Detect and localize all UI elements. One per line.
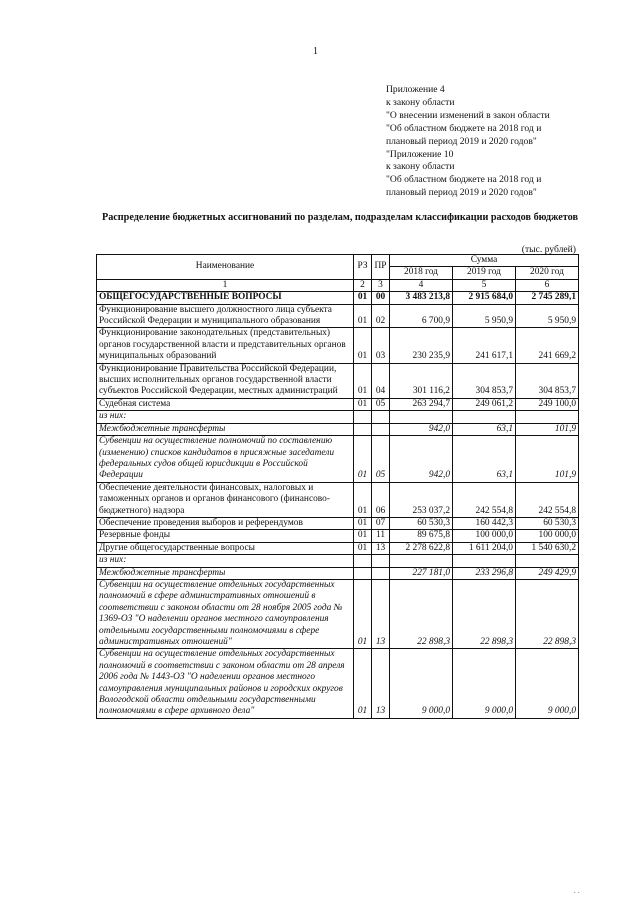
row-value-2019: 241 617,1 — [453, 328, 516, 363]
row-value-2019: 1 611 204,0 — [453, 542, 516, 554]
row-value-2020: 1 540 630,2 — [516, 542, 579, 554]
header-sum: Сумма — [390, 255, 579, 267]
header-name: Наименование — [97, 255, 354, 280]
row-rz: 01 — [354, 542, 372, 554]
appendix-line: к закону области — [386, 96, 455, 108]
row-name: Функционирование Правительства Российской Федерации, высших исполнительных органов государственной власти субъектов Российской Федерации, местных администраций — [97, 363, 354, 398]
column-index: 1 — [97, 279, 354, 291]
row-value-2020: 242 554,8 — [516, 482, 579, 517]
header-pr: ПР — [372, 255, 390, 280]
table-row — [97, 363, 579, 398]
row-value-2018: 942,0 — [390, 423, 453, 435]
row-value-2020: 100 000,0 — [516, 530, 579, 542]
row-name: Функционирование законодательных (представительных) органов государственной власти и представительных органов муниципальных образований — [97, 328, 354, 363]
appendix-line: плановый период 2019 и 2020 годов" — [386, 135, 537, 147]
document-title: Распределение бюджетных ассигнований по разделам, подразделам классификации расходов бюджетов — [101, 212, 579, 223]
table-row — [97, 436, 579, 483]
row-value-2018: 22 898,3 — [390, 579, 453, 648]
row-pr — [372, 567, 390, 579]
row-value-2020: 9 000,0 — [516, 649, 579, 718]
page-number: 1 — [313, 46, 318, 57]
header-rz: РЗ — [354, 255, 372, 280]
row-pr: 05 — [372, 398, 390, 410]
row-value-2020: 22 898,3 — [516, 579, 579, 648]
appendix-line: Приложение 4 — [386, 84, 445, 95]
table-row — [97, 567, 579, 579]
row-rz — [354, 555, 372, 567]
row-value-2018 — [390, 555, 453, 567]
appendix-line: "Об областном бюджете на 2018 год и — [386, 174, 542, 186]
column-index-row — [97, 279, 579, 291]
appendix-header — [386, 84, 631, 200]
row-value-2020 — [516, 555, 579, 567]
row-value-2019: 249 061,2 — [453, 398, 516, 410]
row-pr: 03 — [372, 328, 390, 363]
row-value-2020: 304 853,7 — [516, 363, 579, 398]
row-rz: 01 — [354, 304, 372, 328]
row-pr: 13 — [372, 649, 390, 718]
row-name: ОБЩЕГОСУДАРСТВЕННЫЕ ВОПРОСЫ — [97, 292, 354, 304]
row-rz: 01 — [354, 530, 372, 542]
row-value-2019: 63,1 — [453, 436, 516, 483]
row-value-2018: 6 700,9 — [390, 304, 453, 328]
table-row — [97, 555, 579, 567]
row-rz: 01 — [354, 649, 372, 718]
row-pr: 06 — [372, 482, 390, 517]
row-value-2020: 249 100,0 — [516, 398, 579, 410]
row-name: Межбюджетные трансферты — [97, 423, 354, 435]
row-rz: 01 — [354, 517, 372, 529]
row-value-2019: 22 898,3 — [453, 579, 516, 648]
row-pr: 00 — [372, 292, 390, 304]
appendix-line: "Об областном бюджете на 2018 год и — [386, 122, 542, 134]
row-value-2018: 2 278 622,8 — [390, 542, 453, 554]
row-value-2019: 100 000,0 — [453, 530, 516, 542]
units-label: (тыс. рублей) — [521, 244, 576, 255]
row-value-2018: 942,0 — [390, 436, 453, 483]
row-value-2019: 63,1 — [453, 423, 516, 435]
row-rz — [354, 411, 372, 423]
row-rz: 01 — [354, 363, 372, 398]
row-rz — [354, 423, 372, 435]
appendix-line: "О внесении изменений в закон области — [386, 109, 550, 121]
appendix-line: "Приложение 10 — [386, 148, 454, 160]
row-name: Субвенции на осуществление отдельных государственных полномочий в соответствии с законом области от 28 апреля 2006 года № 1443-ОЗ "О наделении органов местного самоуправления муниципальных районов и городских округов Вологодской области отдельными государственными полномочиями в сфере архивного дела" — [97, 649, 354, 718]
row-pr: 13 — [372, 579, 390, 648]
row-value-2020: 249 429,9 — [516, 567, 579, 579]
row-value-2019 — [453, 555, 516, 567]
row-pr: 13 — [372, 542, 390, 554]
appendix-line: плановый период 2019 и 2020 годов" — [386, 187, 537, 199]
row-value-2019: 242 554,8 — [453, 482, 516, 517]
row-value-2019 — [453, 411, 516, 423]
column-index: 3 — [372, 279, 390, 291]
column-index: 4 — [390, 279, 453, 291]
row-value-2020: 101,9 — [516, 436, 579, 483]
row-value-2018: 230 235,9 — [390, 328, 453, 363]
row-name: из них: — [97, 411, 354, 423]
row-value-2019: 2 915 684,0 — [453, 292, 516, 304]
row-pr: 02 — [372, 304, 390, 328]
row-name: Другие общегосударственные вопросы — [97, 542, 354, 554]
row-rz: 01 — [354, 482, 372, 517]
row-rz: 01 — [354, 579, 372, 648]
budget-table — [96, 254, 579, 719]
row-rz: 01 — [354, 292, 372, 304]
row-value-2018: 263 294,7 — [390, 398, 453, 410]
row-rz — [354, 567, 372, 579]
row-pr: 05 — [372, 436, 390, 483]
row-name: Резервные фонды — [97, 530, 354, 542]
row-value-2020: 101,9 — [516, 423, 579, 435]
appendix-line: к закону области — [386, 161, 455, 173]
row-pr: 11 — [372, 530, 390, 542]
row-value-2019: 304 853,7 — [453, 363, 516, 398]
row-name: Функционирование высшего должностного лица субъекта Российской Федерации и муниципального образования — [97, 304, 354, 328]
row-pr — [372, 423, 390, 435]
row-value-2018: 89 675,8 — [390, 530, 453, 542]
table-row — [97, 482, 579, 517]
row-rz: 01 — [354, 328, 372, 363]
table-row — [97, 411, 579, 423]
table-row — [97, 517, 579, 529]
table-row — [97, 328, 579, 363]
row-pr: 04 — [372, 363, 390, 398]
header-year-2018: 2018 год — [390, 267, 453, 279]
row-value-2018: 253 037,2 — [390, 482, 453, 517]
table-row — [97, 292, 579, 304]
header-year-2020: 2020 год — [516, 267, 579, 279]
row-name: Субвенции на осуществление отдельных государственных полномочий в сфере административных отношений в соответствии с законом области от 28 ноября 2005 года № 1369-ОЗ "О наделении органов местного самоуправления отдельными государственными полномочиями в сфере административных отношений" — [97, 579, 354, 648]
row-pr: 07 — [372, 517, 390, 529]
row-name: Обеспечение проведения выборов и референдумов — [97, 517, 354, 529]
row-value-2020: 241 669,2 — [516, 328, 579, 363]
table-row — [97, 530, 579, 542]
row-value-2020 — [516, 411, 579, 423]
table-row — [97, 649, 579, 718]
row-value-2020: 2 745 289,1 — [516, 292, 579, 304]
row-pr — [372, 555, 390, 567]
row-value-2018: 9 000,0 — [390, 649, 453, 718]
row-value-2019: 5 950,9 — [453, 304, 516, 328]
footer-mark: · · — [573, 889, 580, 897]
row-value-2018: 301 116,2 — [390, 363, 453, 398]
row-value-2018: 227 181,0 — [390, 567, 453, 579]
table-row — [97, 423, 579, 435]
table-row — [97, 579, 579, 648]
column-index: 5 — [453, 279, 516, 291]
table-row — [97, 398, 579, 410]
table-row — [97, 304, 579, 328]
row-value-2020: 60 530,3 — [516, 517, 579, 529]
table-row — [97, 542, 579, 554]
row-value-2019: 233 296,8 — [453, 567, 516, 579]
row-value-2019: 9 000,0 — [453, 649, 516, 718]
row-pr — [372, 411, 390, 423]
column-index: 6 — [516, 279, 579, 291]
row-rz: 01 — [354, 398, 372, 410]
row-value-2018: 60 530,3 — [390, 517, 453, 529]
row-name: Судебная система — [97, 398, 354, 410]
row-value-2018: 3 483 213,8 — [390, 292, 453, 304]
row-name: Межбюджетные трансферты — [97, 567, 354, 579]
row-value-2018 — [390, 411, 453, 423]
column-index: 2 — [354, 279, 372, 291]
row-value-2019: 160 442,3 — [453, 517, 516, 529]
row-rz: 01 — [354, 436, 372, 483]
header-year-2019: 2019 год — [453, 267, 516, 279]
row-name: Субвенции на осуществление полномочий по составлению (изменению) списков кандидатов в присяжные заседатели федеральных судов общей юрисдикции в Российской Федерации — [97, 436, 354, 483]
row-name: из них: — [97, 555, 354, 567]
row-value-2020: 5 950,9 — [516, 304, 579, 328]
row-name: Обеспечение деятельности финансовых, налоговых и таможенных органов и органов финансового (финансово-бюджетного) надзора — [97, 482, 354, 517]
